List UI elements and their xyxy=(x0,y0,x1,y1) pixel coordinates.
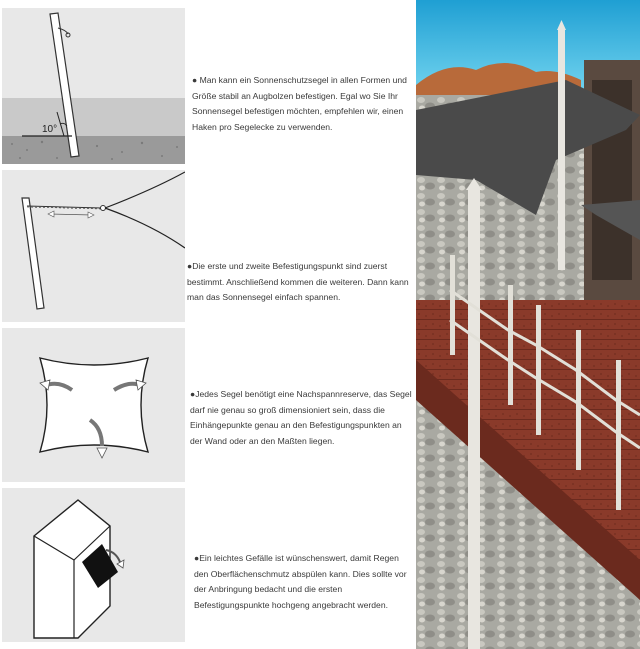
tension-diagram xyxy=(2,170,185,322)
illustration-first-points xyxy=(2,170,185,322)
post-angle-diagram xyxy=(2,8,185,164)
angle-label: 10° xyxy=(42,124,58,135)
illustration-post-angle xyxy=(2,8,185,164)
step-2-text: ●Die erste und zweite Befestigungspunkt sind zuerst bestimmt. Anschließend kommen die weiteren. Dann kann man das Sonnensegel einfach spannen. xyxy=(187,261,409,302)
step-4-text: ●Ein leichtes Gefälle ist wünschenswert, damit Regen den Oberflächenschmutz abspülen kann. Dies sollte vor der Anbringung bedacht und die ersten Befestigungspunkte hochgeng angebracht werden. xyxy=(194,553,407,610)
illustration-tension-reserve xyxy=(2,328,185,482)
illustration-slope xyxy=(2,488,185,642)
slope-diagram xyxy=(2,488,185,642)
pole xyxy=(468,190,480,649)
step-3-text: ●Jedes Segel benötigt eine Nachspannreserve, das Segel darf nie genau so groß dimensioniert sein, dass die Einhängepunkte genau an den Befestigungspunkten an der Wand oder an den Maßten liegen. xyxy=(190,389,412,446)
terrace-sail-photo xyxy=(416,0,640,649)
step-1-text: ● Man kann ein Sonnenschutzsegel in allen Formen und Größe stabil an Augbolzen befestigen. Egal wo Sie Ihr Sonnensegel befestigen möchten, empfehlen wir, einen Haken pro Segelecke zu verwenden. xyxy=(192,75,407,132)
sail-shape xyxy=(40,358,148,452)
sail-reserve-diagram xyxy=(2,328,185,482)
product-photo xyxy=(416,0,640,649)
